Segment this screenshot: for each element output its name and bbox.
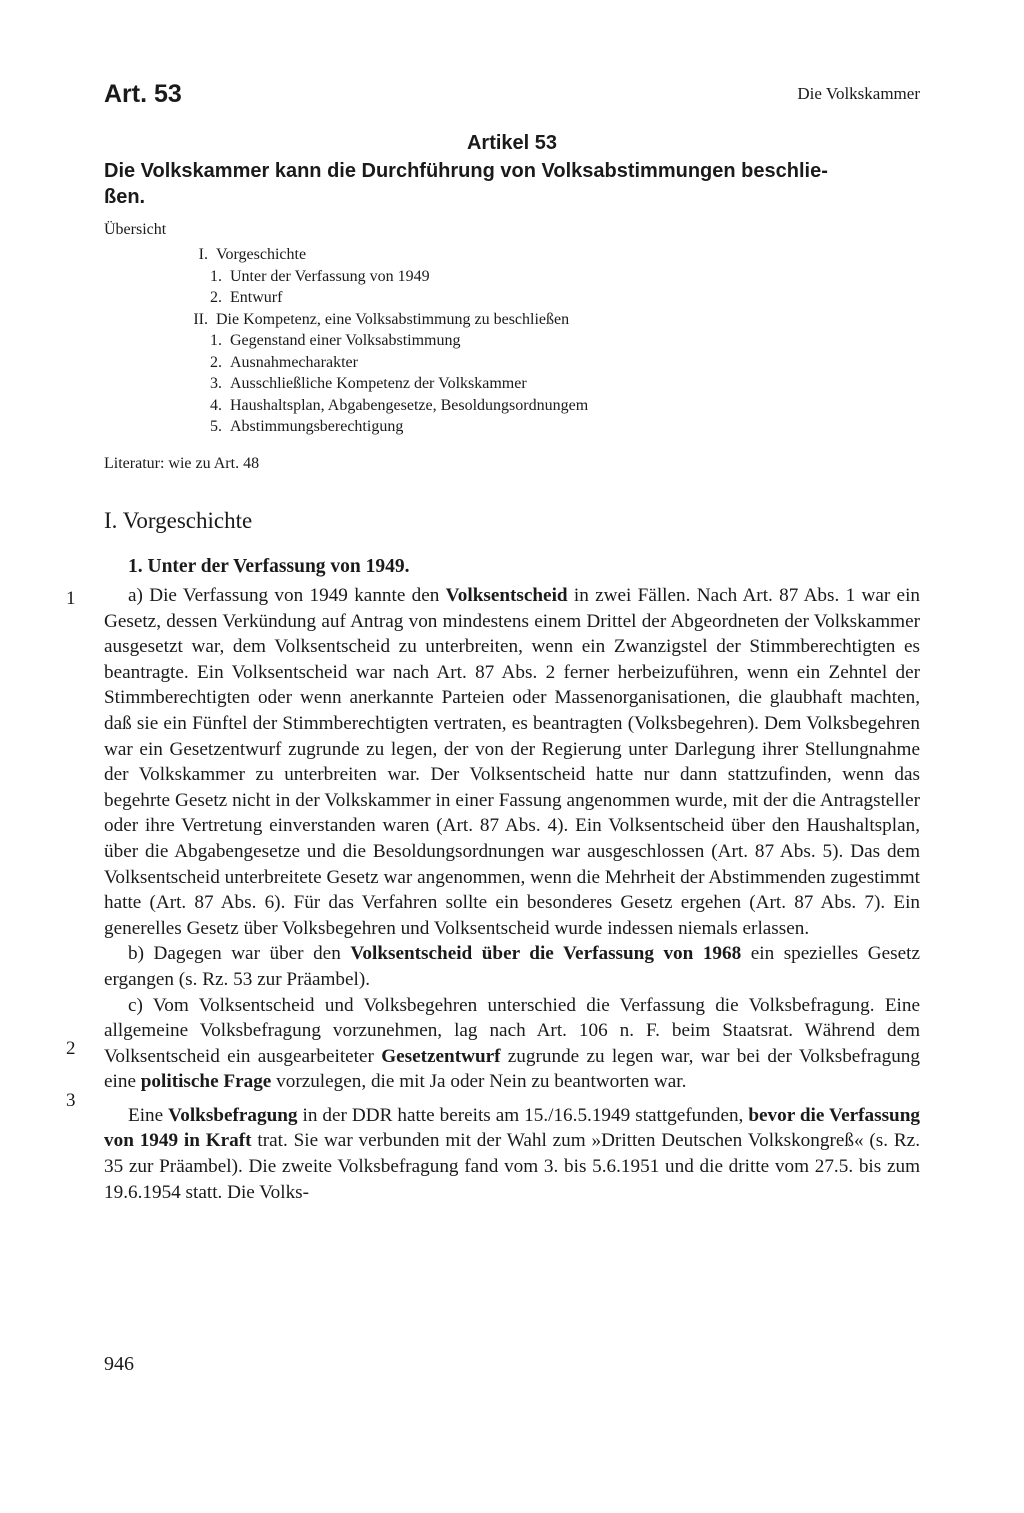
emphasis: bevor die Verfassung von 1949 in Kraft — [104, 1104, 920, 1152]
text-span: b) Dagegen war über den — [128, 943, 351, 965]
article-text: Die Volkskammer kann die Durchführung von Volksabstimmungen beschlie- ßen. — [104, 160, 828, 208]
paragraph-3 — [104, 993, 920, 1095]
toc-item-number: 3. — [210, 375, 222, 392]
toc-item — [184, 309, 588, 331]
emphasis: Gesetzentwurf — [381, 1045, 501, 1067]
toc-item — [184, 266, 588, 288]
body-text — [104, 583, 920, 1205]
toc-item-number: 2. — [210, 289, 222, 306]
toc-item-number: 5. — [210, 418, 222, 435]
text-span: c) Vom Volksentscheid und Volksbegehren unterschied die Verfassung die Volksbefragung. Eine allgemeine Volksbefragung vorzunehmen, lag nach Art. 106 n. F. beim Staatsrat. Während dem Volksentscheid ein ausgearbeiteter — [104, 994, 920, 1067]
toc-item-label: Unter der Verfassung von 1949 — [230, 267, 430, 285]
toc-item-label: Die Kompetenz, eine Volksabstimmung zu beschließen — [216, 310, 570, 328]
paragraph-1 — [104, 583, 920, 941]
toc-item — [184, 352, 588, 374]
article-heading — [104, 130, 920, 210]
literatur-label: Literatur: — [104, 455, 165, 472]
emphasis: Volksentscheid — [445, 585, 568, 606]
toc-item — [184, 244, 588, 266]
text-span: trat. Sie war verbunden mit der Wahl zum »Dritten Deutschen Volkskongreß« (s. Rz. 35 zur Präambel). Die zweite Volksbefragung fand vom 3. bis 5.6.1951 und die dritte vom 27.5. bis zum 19.6.1954 statt. Die Volks- — [104, 1130, 920, 1203]
toc-item-label: Ausschließliche Kompetenz der Volkskammer — [230, 375, 527, 392]
toc-item-label: Haushaltsplan, Abgabengesetze, Besoldungsordnungem — [230, 396, 589, 414]
text-span: a) Die Verfassung von 1949 kannte den — [128, 585, 446, 606]
toc-item-label: Vorgeschichte — [216, 246, 307, 263]
toc-item-label: Entwurf — [230, 289, 283, 306]
toc-item — [184, 395, 588, 417]
toc-item-label: Abstimmungsberechtigung — [230, 418, 404, 435]
section-title: I. Vorgeschichte — [104, 508, 253, 533]
toc-item-number: 2. — [210, 353, 222, 371]
toc-item — [184, 287, 588, 309]
paragraph-4 — [104, 1103, 920, 1205]
toc-item — [184, 416, 588, 438]
toc-item-number: 1. — [210, 267, 222, 285]
emphasis: politische Frage — [140, 1071, 272, 1093]
toc-item-number: II. — [193, 310, 208, 328]
margin-number: 3 — [66, 1090, 76, 1111]
toc-item — [184, 373, 588, 395]
margin-number: 1 — [66, 588, 76, 609]
toc-item — [184, 330, 588, 352]
text-span: ein spezielles Gesetz ergangen (s. Rz. 53 zur Präambel). — [104, 943, 920, 990]
article-title: Artikel 53 — [466, 132, 558, 154]
toc-item-label: Ausnahmecharakter — [230, 353, 358, 371]
page-number: 946 — [104, 1353, 134, 1375]
paragraph-2 — [104, 941, 920, 992]
toc-item-label: Gegenstand einer Volksabstimmung — [230, 332, 461, 349]
margin-number: 2 — [66, 1038, 76, 1059]
toc-item-number: 1. — [210, 332, 222, 349]
text-span: in zwei Fällen. Nach Art. 87 Abs. 1 war ein Gesetz, dessen Verkündung auf Antrag von mindestens einem Drittel der Abgeordneten der Volkskammer ausgesetzt war, dem Volksentscheid zu unterbreiten, wenn ein Zwanzigstel der Stimmberechtigten es beantragte. Ein Volksentscheid war nach Art. 87 Abs. 2 ferner herbeizuführen, wenn ein Zehntel der Stimmberechtigten oder wenn anerkannte Parteien oder Massenorganisationen, die glaubhaft machten, daß sie ein Fünftel der Stimmberechtigten vertraten, es beantragten (Volksbegehren). Dem Volksbegehren war ein Gesetzentwurf zugrunde zu legen, der von der Regierung unter Darlegung ihrer Stellungnahme der Volkskammer zu unterbreiten war. Der Volksentscheid hatte nur dann stattzufinden, wenn das begehrte Gesetz nicht in der Volkskammer in einer Fassung angenommen wurde, mit der die Antragsteller oder ihre Vertretung einverstanden waren (Art. 87 Abs. 4). Ein Volksentscheid über den Haushaltsplan, über die Abgabengesetze und die Besoldungsordnungen war ausgeschlossen (Art. 87 Abs. 5). Das dem Volksentscheid unterbreitete Gesetz war angenommen, wenn die Mehrheit der Abstimmenden zugestimmt hatte (Art. 87 Abs. 6). Für das Verfahren sollte ein besonderes Gesetz ergehen (Art. 87 Abs. 7). Ein generelles Gesetz über Volksbegehren und Volksentscheid wurde indessen niemals erlassen. — [104, 585, 920, 939]
toc-item-number: 4. — [210, 396, 222, 414]
text-span: in der DDR hatte bereits am 15./16.5.1949 stattgefunden, — [297, 1104, 749, 1126]
literatur-text: wie zu Art. 48 — [168, 455, 260, 472]
text-span: Eine — [128, 1104, 169, 1126]
text-span: vorzulegen, die mit Ja oder Nein zu beantworten war. — [271, 1071, 687, 1093]
table-of-contents — [184, 244, 588, 438]
emphasis: Volksentscheid über die Verfassung von 1968 — [350, 943, 742, 965]
text-span: zugrunde zu legen war, war bei der Volksbefragung eine — [104, 1045, 920, 1093]
running-header-article: Art. 53 — [104, 80, 182, 108]
literatur-line — [104, 455, 259, 473]
overview-title: Übersicht — [104, 221, 167, 238]
toc-item-number: I. — [198, 246, 208, 263]
emphasis: Volksbefragung — [168, 1104, 298, 1126]
running-header-chapter: Die Volkskammer — [797, 84, 920, 103]
subheading: 1. Unter der Verfassung von 1949. — [128, 556, 410, 577]
